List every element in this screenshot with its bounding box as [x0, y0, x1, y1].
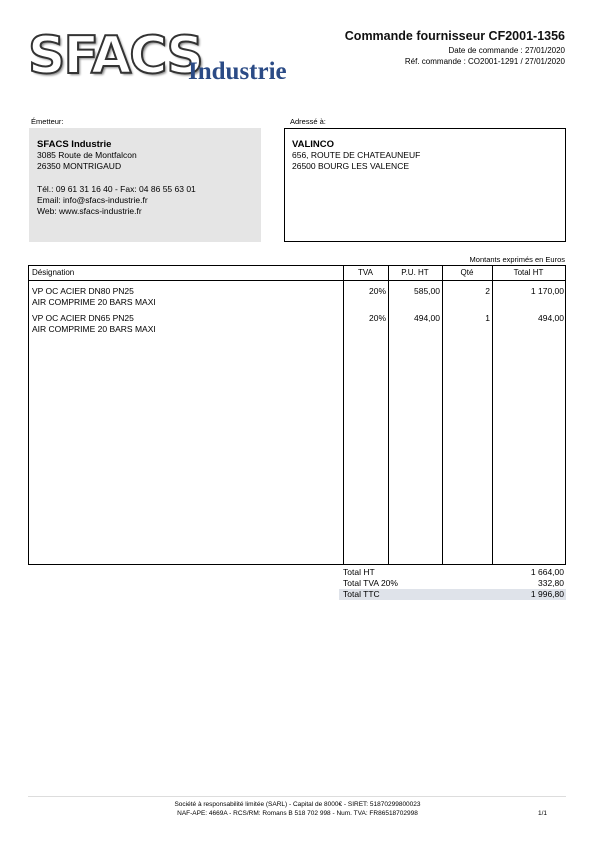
- col-divider-qty: [442, 266, 443, 564]
- header-total: Total HT: [513, 268, 544, 277]
- emitter-email: Email: info@sfacs-industrie.fr: [37, 195, 148, 205]
- row-quantity: 1: [485, 313, 490, 323]
- row-quantity: 2: [485, 286, 490, 296]
- header-pu: P.U. HT: [401, 268, 429, 277]
- row-total: 494,00: [538, 313, 564, 323]
- total-tva-label: Total TVA 20%: [343, 578, 398, 588]
- total-ttc-value: 1 996,80: [530, 589, 564, 599]
- recipient-name: VALINCO: [292, 139, 335, 150]
- logo-brand: SFACS: [28, 26, 202, 86]
- row-unit-price: 494,00: [414, 313, 440, 323]
- total-ht-label: Total HT: [343, 567, 375, 577]
- items-table: [28, 265, 566, 565]
- header-divider: [29, 280, 565, 281]
- row-total: 1 170,00: [530, 286, 564, 296]
- total-tva-value: 332,80: [538, 578, 564, 588]
- emitter-address1: 3085 Route de Montfalcon: [37, 150, 137, 160]
- recipient-label: Adressé à:: [290, 117, 326, 126]
- row-designation-line2: AIR COMPRIME 20 BARS MAXI: [32, 324, 156, 334]
- header-qty: Qté: [460, 268, 474, 277]
- footer-divider: [28, 796, 566, 797]
- order-date: Date de commande : 27/01/2020: [448, 46, 565, 55]
- logo-suffix: Industrie: [188, 58, 287, 85]
- col-divider-pu: [388, 266, 389, 564]
- row-designation-line2: AIR COMPRIME 20 BARS MAXI: [32, 297, 156, 307]
- total-ttc-row: [339, 589, 566, 600]
- row-designation-line1: VP OC ACIER DN80 PN25: [32, 286, 134, 296]
- footer-legal-line1: Société à responsabilité limitée (SARL) - Capital de 8000€ - SIRET: 51870299800023: [174, 801, 421, 808]
- footer-legal-line2: NAF-APE: 4669A - RCS/RM: Romans B 518 702 998 - Num. TVA: FR86518702998: [177, 810, 418, 817]
- totals-block: [339, 567, 566, 600]
- order-reference: Réf. commande : CO2001-1291 / 27/01/2020: [404, 57, 565, 66]
- total-ttc-label: Total TTC: [343, 589, 380, 599]
- emitter-name: SFACS Industrie: [37, 139, 112, 150]
- emitter-address2: 26350 MONTRIGAUD: [37, 161, 122, 171]
- page-number: 1/1: [537, 810, 547, 817]
- recipient-address2: 26500 BOURG LES VALENCE: [292, 161, 410, 171]
- emitter-label: Émetteur:: [31, 117, 64, 126]
- company-logo: [28, 26, 318, 90]
- header-designation: Désignation: [32, 268, 75, 277]
- recipient-box: [284, 128, 566, 242]
- total-ht-value: 1 664,00: [530, 567, 564, 577]
- col-divider-total: [492, 266, 493, 564]
- row-designation-line1: VP OC ACIER DN65 PN25: [32, 313, 134, 323]
- currency-note: Montants exprimés en Euros: [469, 255, 565, 264]
- total-ht-row: [339, 567, 566, 578]
- header-tva: TVA: [358, 268, 373, 277]
- recipient-address1: 656, ROUTE DE CHATEAUNEUF: [292, 150, 421, 160]
- total-tva-row: [339, 578, 566, 589]
- col-divider-tva: [343, 266, 344, 564]
- row-tva: 20%: [368, 286, 386, 296]
- row-tva: 20%: [368, 313, 386, 323]
- emitter-phone: Tél.: 09 61 31 16 40 - Fax: 04 86 55 63 01: [37, 184, 196, 194]
- emitter-box: [29, 128, 261, 242]
- emitter-web: Web: www.sfacs-industrie.fr: [37, 206, 142, 216]
- row-unit-price: 585,00: [414, 286, 440, 296]
- document-title: Commande fournisseur CF2001-1356: [344, 29, 565, 43]
